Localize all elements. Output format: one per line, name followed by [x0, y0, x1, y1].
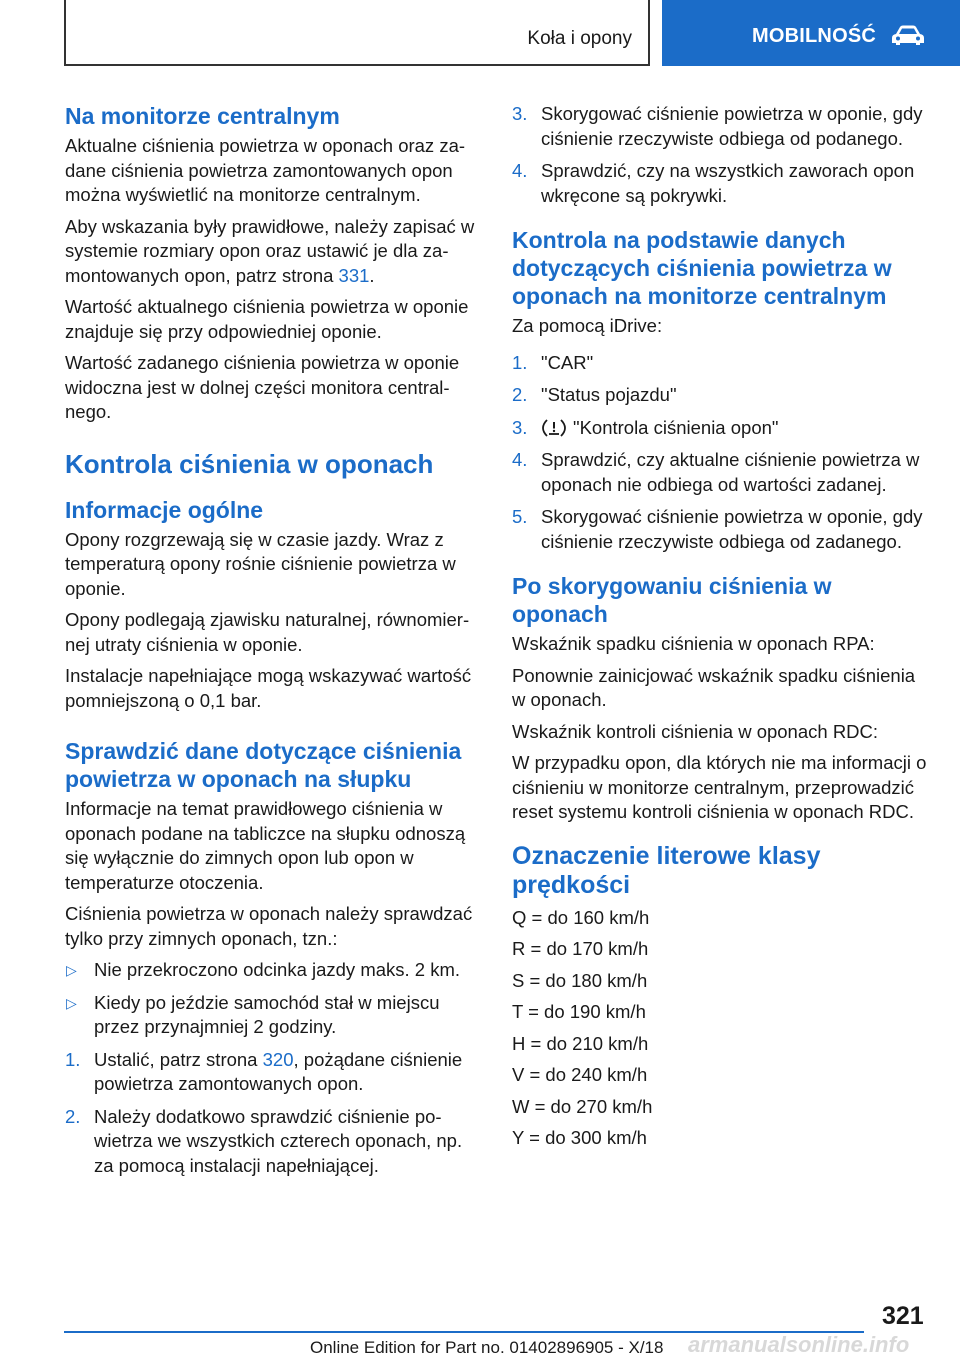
speed-class-line: T = do 190 km/h [512, 1001, 646, 1022]
header-section-box [64, 0, 650, 66]
paragraph: Aby wskazania były prawidłowe, należy zapisać w systemie rozmiary opon oraz ustawić je dla zamontowanych opon, patrz strona 331. [65, 215, 475, 286]
paragraph: Ciśnienia powietrza w oponach należy sprawdzać tylko przy zimnych oponach, tzn.: [65, 903, 473, 949]
paragraph: W przypadku opon, dla których nie ma informacji o ciśnieniu w monitorze centralnym, przeprowadzić reset systemu kontroli ciśnienia w oponach RDC. [512, 752, 927, 822]
heading-tire-pressure-check: Kontrola ciśnienia w oponach [65, 448, 434, 479]
speed-class-line: W = do 270 km/h [512, 1095, 653, 1117]
step-number: 1. [512, 351, 528, 373]
list-item: 2. "Status pojazdu" [512, 383, 932, 408]
speed-class-line: S = do 180 km/h [512, 969, 648, 991]
bullet-triangle-icon: ▷ [66, 962, 77, 978]
list-item: 1. Ustalić, patrz strona 320, pożądane ciśnienie powietrza zamontowanych opon. [65, 1048, 463, 1094]
watermark: armanualsonline.info [688, 1332, 910, 1357]
paragraph: Instalacje napełniające mogą wskazywać wartość pomniejszoną o 0,1 bar. [65, 665, 472, 711]
page-link-320[interactable]: 320 [262, 1048, 294, 1070]
page-link-331[interactable]: 331 [338, 264, 370, 286]
page-number: 321 [882, 1302, 924, 1330]
step-number: 3. [512, 103, 528, 124]
paragraph: Za pomocą iDrive: [512, 315, 663, 336]
paragraph: Ponownie zainicjować wskaźnik spadku ciśnienia w oponach. [512, 664, 916, 710]
paragraph: Wartość zadanego ciśnienia powietrza w oponie widoczna jest w dolnej części monitora centralnego. [65, 352, 460, 422]
chapter-title: MOBILNOŚĆ [752, 24, 877, 47]
car-icon [890, 24, 926, 48]
heading-after-correction: Po skorygowaniu ciśnienia w oponach [512, 573, 832, 627]
left-column [65, 102, 483, 1186]
step-number: 5. [512, 506, 528, 527]
heading-speed-class: Oznaczenie literowe klasy prędkości [512, 841, 821, 899]
heading-on-central-monitor: Na monitorze centralnym [65, 103, 340, 129]
speed-class-line: V = do 240 km/h [512, 1064, 648, 1085]
list-item: ▷ Kiedy po jeździe samochód stał w miejscu przez przynajmniej 2 godziny. [66, 991, 440, 1037]
step-number: 1. [65, 1048, 81, 1070]
list-item: 2. Należy dodatkowo sprawdzić ciśnienie powietrza we wszystkich czterech oponach, np. za pomocą instalacji napełniającej. [65, 1105, 463, 1176]
list-item: 4. Sprawdzić, czy na wszystkich zaworach opon wkręcone są pokrywki. [512, 160, 915, 206]
list-item: 1. "CAR" [512, 351, 932, 376]
speed-class-line: R = do 170 km/h [512, 938, 649, 959]
step-number: 4. [512, 160, 528, 181]
paragraph: Informacje na temat prawidłowego ciśnienia w oponach podane na tabliczce na słupku odnoszą się wyłącznie do zimnych opon lub opon w temperaturze otoczenia. [65, 798, 466, 893]
step-number: 2. [65, 1105, 81, 1127]
step-number: 3. [512, 416, 528, 438]
tire-pressure-warning-icon [541, 418, 567, 438]
paragraph: Aktualne ciśnienia powietrza w oponach oraz zadane ciśnienia powietrza zamontowanych opon można wyświetlić na monitorze centralnym. [65, 135, 466, 205]
section-title: Koła i opony [527, 28, 632, 49]
heading-check-by-monitor-data: Kontrola na podstawie danych dotyczących ciśnienia powietrza w oponach na monitorze centralnym [512, 227, 892, 309]
heading-general-info: Informacje ogólne [65, 496, 264, 523]
list-item: 4. Sprawdzić, czy aktualne ciśnienie powietrza w oponach nie odbiega od wartości zadanej. [512, 449, 920, 495]
speed-class-line: Y = do 300 km/h [512, 1127, 647, 1148]
list-item: 3. Skorygować ciśnienie powietrza w oponie, gdy ciśnienie rzeczywiste odbiega od podanego. [512, 103, 923, 149]
heading-check-pillar-data: Sprawdzić dane dotyczące ciśnienia powietrza w oponach na słupku [65, 738, 462, 792]
speed-class-line: Q = do 160 km/h [512, 906, 650, 928]
list-item: ▷ Nie przekroczono odcinka jazdy maks. 2 km. [65, 958, 483, 983]
step-number: 2. [512, 384, 528, 405]
chapter-tab [662, 0, 960, 66]
paragraph: Wskaźnik kontroli ciśnienia w oponach RDC: [512, 720, 879, 742]
paragraph: Wartość aktualnego ciśnienia powietrza w oponie znajduje się przy odpowiedniej oponie. [65, 296, 469, 342]
paragraph: Opony rozgrzewają się w czasie jazdy. Wraz z temperaturą opony rośnie ciśnienie powietrza w oponie. [65, 528, 456, 599]
list-item: 3. "Kontrola ciśnienia opon" [512, 416, 932, 441]
paragraph: Wskaźnik spadku ciśnienia w oponach RPA: [512, 633, 875, 654]
footer-edition: Online Edition for Part no. 01402896905 - X/18 [310, 1338, 664, 1357]
paragraph: Opony podlegają zjawisku naturalnej, równomiernej utraty ciśnienia w oponie. [65, 609, 470, 655]
list-item: 5. Skorygować ciśnienie powietrza w oponie, gdy ciśnienie rzeczywiste odbiega od zadanego. [512, 506, 923, 552]
step-number: 4. [512, 449, 528, 470]
bullet-triangle-icon: ▷ [66, 994, 77, 1011]
speed-class-line: H = do 210 km/h [512, 1032, 649, 1054]
right-column [512, 102, 932, 1158]
